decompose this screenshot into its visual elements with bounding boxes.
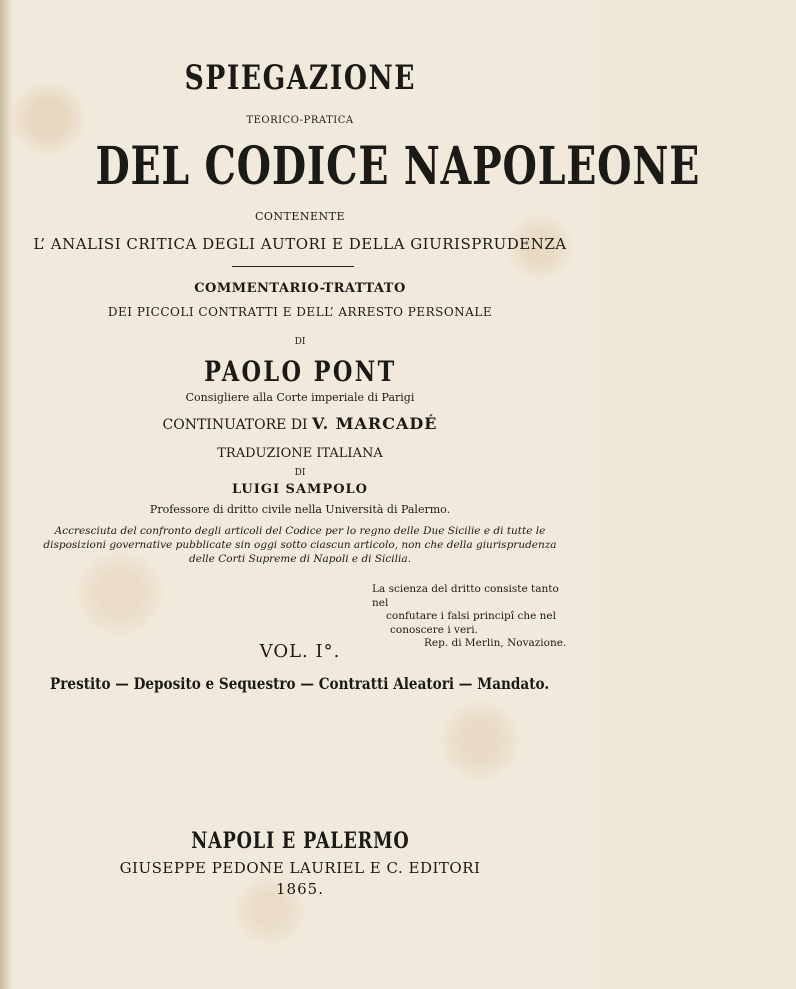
volume-label: VOL. I°. bbox=[259, 641, 341, 662]
author-name: PAOLO PONT bbox=[203, 355, 397, 388]
by-label: DI bbox=[294, 337, 306, 347]
analysis-line: L’ ANALISI CRITICA DEGLI AUTORI E DELLA GIURISPRUDENZA bbox=[33, 235, 567, 253]
commentary-subject: DEI PICCOLI CONTRATTI E DELL’ ARRESTO PERSONALE bbox=[107, 305, 493, 319]
imprint-year: 1865. bbox=[276, 880, 324, 898]
continuatore-label: CONTINUATORE DI bbox=[162, 417, 308, 433]
translator-by-label: DI bbox=[294, 468, 306, 478]
main-title: SPIEGAZIONE bbox=[184, 58, 416, 98]
divider-rule bbox=[232, 266, 354, 267]
epigraph-line-3: conoscere i veri. bbox=[390, 623, 478, 636]
author-role: Consigliere alla Corte imperiale di Parigi bbox=[185, 391, 415, 404]
translation-label: TRADUZIONE ITALIANA bbox=[217, 446, 383, 461]
epigraph-line-2: confutare i falsi principî che nel bbox=[386, 610, 556, 622]
commentary-heading: COMMENTARIO-TRATTATO bbox=[194, 281, 406, 296]
imprint-publisher: GIUSEPPE PEDONE LAURIEL E C. EDITORI bbox=[119, 859, 481, 877]
edition-description: Accresciuta del confronto degli articoli del Codice per lo regno delle Due Sicilie e di tutte le disposizioni governative pubblicate sin oggi sotto ciascun articolo, non che della giurisprudenza delle Corti Supreme di Napoli e di Sicilia. bbox=[43, 525, 557, 565]
epigraph-source: Rep. di Merlin, Novazione. bbox=[424, 637, 567, 649]
containing-label: CONTENENTE bbox=[254, 210, 346, 223]
volume-contents: Prestito — Deposito e Sequestro — Contratti Aleatori — Mandato. bbox=[50, 674, 550, 693]
imprint-city: NAPOLI E PALERMO bbox=[190, 828, 410, 854]
epigraph-line-1: La scienza del dritto consiste tanto nel bbox=[372, 583, 559, 609]
translator-role: Professore di dritto civile nella Università di Palermo. bbox=[149, 503, 451, 516]
subtitle: TEORICO-PRATICA bbox=[246, 115, 354, 126]
code-title: DEL CODICE NAPOLEONE bbox=[95, 136, 701, 197]
continuatore-line bbox=[0, 414, 600, 433]
continuatore-name: V. MARCADÉ bbox=[312, 414, 438, 433]
translator-name: LUIGI SAMPOLO bbox=[232, 482, 368, 497]
